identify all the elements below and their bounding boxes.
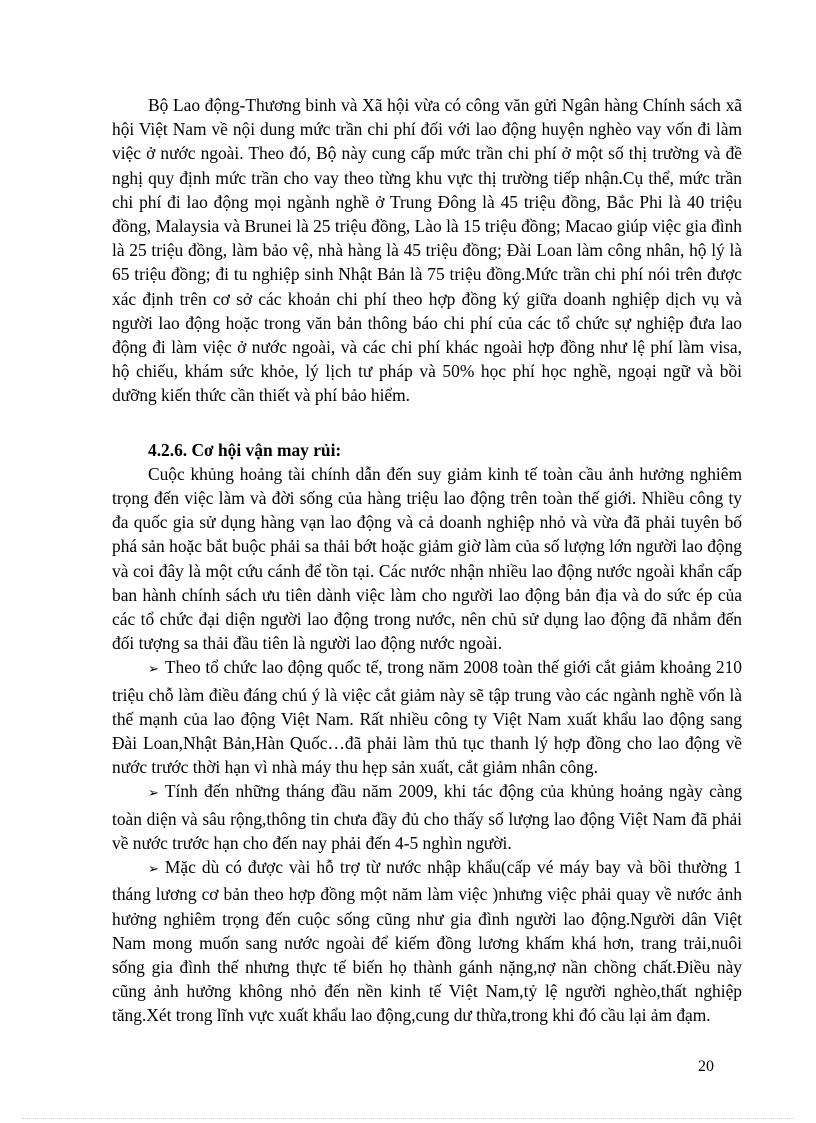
bullet-item [112, 779, 742, 855]
page-content [112, 93, 742, 1028]
body-paragraph: Cuộc khủng hoảng tài chính dẫn đến suy giảm kinh tế toàn cầu ảnh hưởng nghiêm trọng đến việc làm và đời sống của hàng triệu lao động trên toàn thế giới. Nhiều công ty đa quốc gia sử dụng hàng vạn lao động và cả doanh nghiệp nhỏ và vừa đã phải tuyên bố phá sản hoặc bắt buộc phải sa thải bớt hoặc giảm giờ làm của số lượng lớn người lao động và coi đây là một cứu cánh để tồn tại. Các nước nhận nhiều lao động nước ngoài khẩn cấp ban hành chính sách ưu tiên dành việc làm cho người lao động bản địa và do sức ép của các tổ chức đại diện người lao động trong nước, nên chủ sử dụng lao động đã nhắm đến đối tượng sa thải đầu tiên là người lao động nước ngoài. [112, 463, 742, 654]
arrow-bullet-icon: ➢ [148, 862, 159, 878]
bullet-item [112, 655, 742, 779]
arrow-bullet-icon: ➢ [148, 786, 159, 802]
bullet-text: Tính đến những tháng đầu năm 2009, khi tác động của khủng hoảng ngày càng toàn diện và sâu rộng,thông tin chưa đầy đủ cho thấy số lượng lao động Việt Nam đã phải về nước trước hạn cho đến nay phải đến 4-5 nghìn người. [112, 781, 742, 853]
page-bottom-divider [22, 1118, 794, 1119]
bullet-text: Theo tổ chức lao động quốc tế, trong năm 2008 toàn thế giới cắt giảm khoảng 210 triệu chỗ làm điều đáng chú ý là việc cắt giảm này sẽ tập trung vào các ngành nghề vốn là thế mạnh của lao động Việt Nam. Rất nhiều công ty Việt Nam xuất khẩu lao động sang Đài Loan,Nhật Bản,Hàn Quốc…đã phải làm thủ tục thanh lý hợp đồng cho lao động về nước trước thời hạn vì nhà máy thu hẹp sản xuất, cắt giảm nhân công. [112, 657, 742, 778]
bullet-item [112, 855, 742, 1027]
page-number: 20 [698, 1058, 714, 1075]
arrow-bullet-icon: ➢ [148, 662, 159, 678]
intro-paragraph: Bộ Lao động-Thương binh và Xã hội vừa có công văn gửi Ngân hàng Chính sách xã hội Việt Nam về nội dung mức trần chi phí đối với lao động huyện nghèo vay vốn đi làm việc ở nước ngoài. Theo đó, Bộ này cung cấp mức trần chi phí ở một số thị trường và đề nghị quy định mức trần cho vay theo từng khu vực thị trường tiếp nhận.Cụ thể, mức trần chi phí đi lao động mọi ngành nghề ở Trung Đông là 45 triệu đồng, Bắc Phi là 40 triệu đồng, Malaysia và Brunei là 25 triệu đồng, Lào là 15 triệu đồng; Macao giúp việc gia đình là 25 triệu đồng, làm bảo vệ, nhà hàng là 45 triệu đồng; Đài Loan làm công nhân, hộ lý là 65 triệu đồng; đi tu nghiệp sinh Nhật Bản là 75 triệu đồng.Mức trần chi phí nói trên được xác định trên cơ sở các khoản chi phí theo hợp đồng ký giữa doanh nghiệp dịch vụ và người lao động hoặc trong văn bản thông báo chi phí của các tổ chức sự nghiệp đưa lao động đi làm việc ở nước ngoài, và các chi phí khác ngoài hợp đồng như lệ phí làm visa, hộ chiếu, khám sức khỏe, lý lịch tư pháp và 50% học phí học nghề, ngoại ngữ và bồi dưỡng kiến thức cần thiết và phí bảo hiểm. [112, 95, 742, 406]
bullet-text: Mặc dù có được vài hỗ trợ từ nước nhập khẩu(cấp vé máy bay và bồi thường 1 tháng lương cơ bản theo hợp đồng một năm làm việc )nhưng việc phải quay về nước ảnh hưởng nghiêm trọng đến cuộc sống cũng như gia đình người lao động.Người dân Việt Nam mong muốn sang nước ngoài để kiếm đồng lương khấm khá hơn, trang trải,nuôi sống gia đình thế nhưng thực tế biến họ thành gánh nặng,nợ nần chồng chất.Điều này cũng ảnh hưởng không nhỏ đến nền kinh tế Việt Nam,tỷ lệ người nghèo,thất nghiệp tăng.Xét trong lĩnh vực xuất khẩu lao động,cung dư thừa,trong khi đó cầu lại ảm đạm. [112, 857, 742, 1026]
section-heading: 4.2.6. Cơ hội vận may rủi: [148, 439, 342, 460]
